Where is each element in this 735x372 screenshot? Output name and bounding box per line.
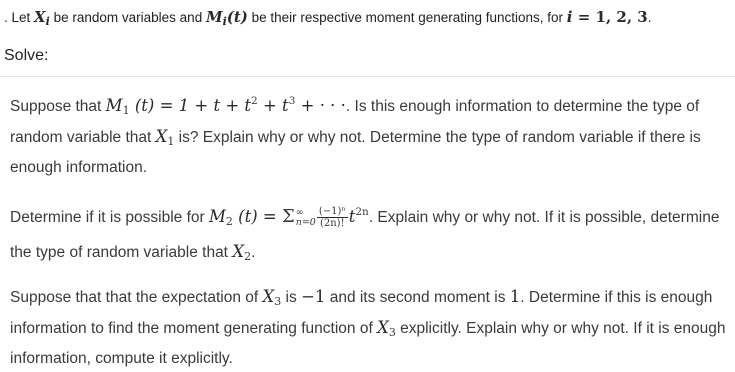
p3-x2-sub: 3 (388, 326, 396, 339)
solve-label: Solve: (4, 47, 49, 64)
var-m-sub: i (222, 15, 227, 28)
p3-text-e: explicitly. Explain why or why not. If it is enough information, compute it explicitly. (10, 320, 726, 367)
var-i: i (566, 8, 573, 26)
sum-symbol: Σ (281, 206, 295, 227)
series-fraction (317, 206, 348, 229)
question-header (4, 8, 651, 28)
problem-1 (10, 88, 728, 181)
p1-m-sub: 1 (122, 104, 130, 117)
p1-expr-c: + · · · (295, 96, 346, 115)
p2-text-a: Determine if it is possible for (10, 209, 209, 226)
problem-2 (10, 197, 728, 272)
p2-text-c: . (251, 244, 256, 261)
p1-text-c: is? Explain why or why not. Determine the type of random variable if there is enough information. (10, 129, 701, 176)
header-text-mid: be random variables and (49, 10, 206, 25)
sum-limits (296, 208, 316, 228)
p3-text-d: . Determine if this is enough information to find the moment generating function of (10, 289, 713, 337)
p1-x-sub: 1 (167, 135, 175, 148)
divider (0, 76, 735, 77)
p1-expr-a: (t) = 1 + t + t (129, 96, 252, 115)
var-x-sub: i (45, 15, 50, 28)
p3-x2: X (377, 318, 389, 337)
p2-x-sub: 2 (244, 250, 252, 263)
p1-text-a: Suppose that (10, 98, 106, 115)
fraction-denominator: (2n)! (319, 218, 345, 230)
p1-sup3: 3 (288, 95, 296, 107)
p1-sup2: 2 (251, 95, 258, 107)
p1-m: M (105, 96, 123, 115)
fraction-numerator: (−1)ⁿ (318, 206, 346, 218)
var-m: M (205, 8, 223, 26)
p3-x-sub: 3 (274, 295, 282, 308)
header-period: . (647, 10, 652, 25)
p2-x: X (232, 242, 245, 261)
header-text-end: be their respective moment generating functions, for (247, 10, 567, 25)
header-lead: . Let (4, 10, 35, 25)
p2-t: t (348, 207, 356, 226)
p2-sup2n: 2n (355, 206, 369, 218)
p2-expr-a: (t) = (232, 207, 282, 226)
sum-top: ∞ (295, 206, 304, 218)
p2-m: M (209, 207, 226, 226)
var-x: X (34, 8, 46, 26)
index-values: = 1, 2, 3 (572, 8, 648, 26)
var-m-arg: (t) (226, 8, 248, 26)
p3-text-b: is (281, 289, 302, 306)
p3-one: 1 (509, 287, 521, 306)
problem-3 (10, 284, 728, 372)
p3-text-c: and its second moment is (325, 289, 510, 306)
p3-neg-one: −1 (301, 287, 326, 306)
p1-text-b: . Is this enough information to determine the type of random variable that (10, 98, 700, 146)
p2-m-sub: 2 (225, 215, 233, 228)
sum-bottom: n=0 (295, 216, 316, 228)
p3-text-a: Suppose that that the expectation of (10, 289, 263, 306)
p1-expr-b: + t (257, 96, 289, 115)
p3-x: X (262, 287, 275, 306)
p1-x: X (155, 127, 168, 146)
p2-text-b: . Explain why or why not. If it is possible, determine the type of random variable that (10, 209, 720, 261)
